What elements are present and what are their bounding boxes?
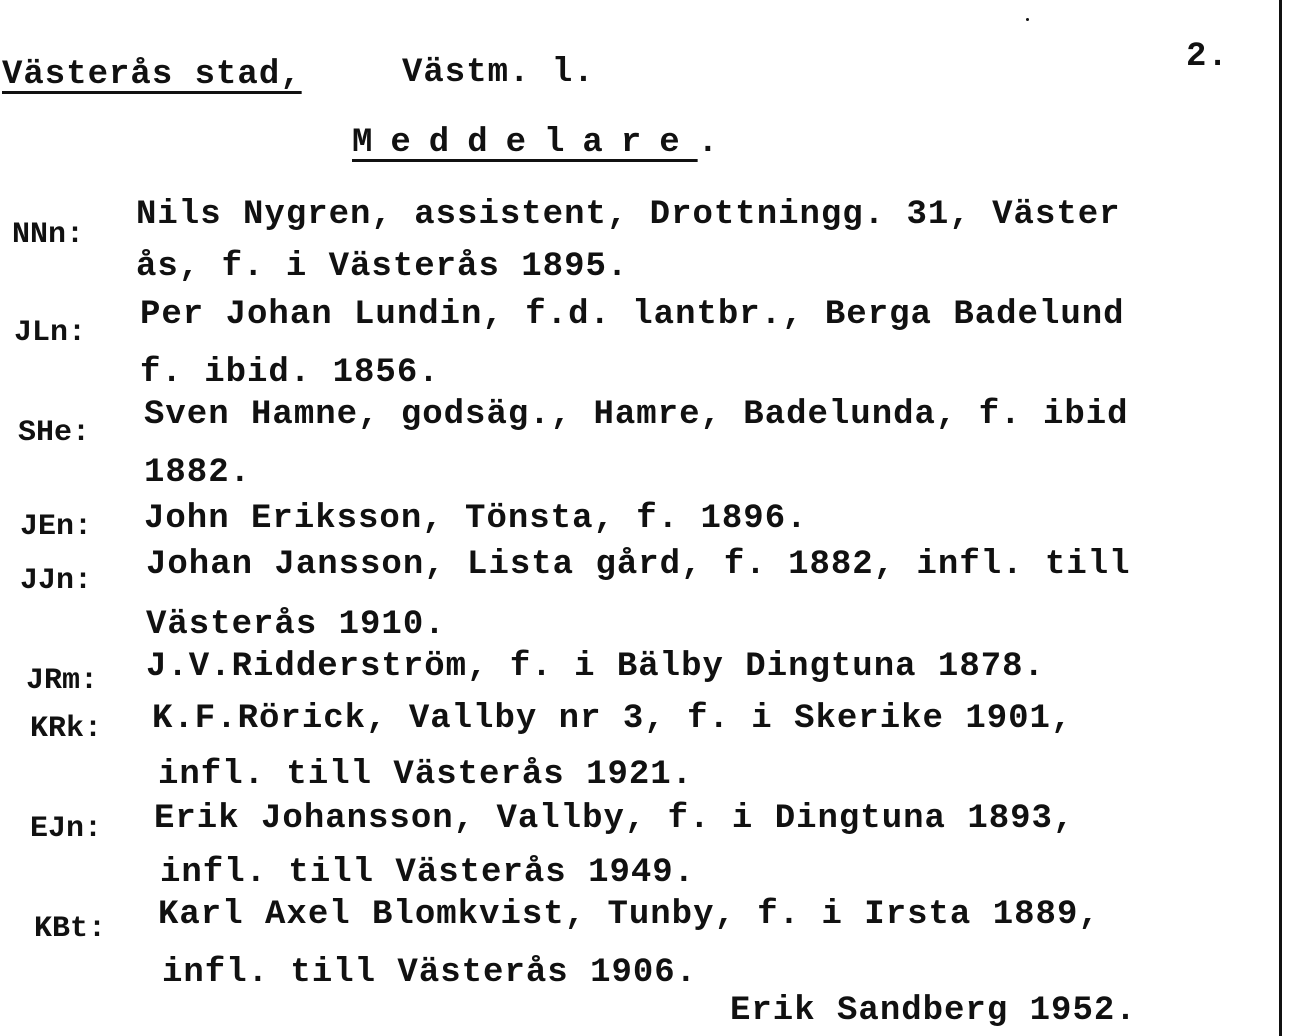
entry-code: JRm: xyxy=(26,664,99,698)
speck xyxy=(1026,18,1029,21)
entry-line: Sven Hamne, godsäg., Hamre, Badelunda, f. ibid xyxy=(144,396,1129,434)
entry-code: JJn: xyxy=(20,564,93,598)
entry-code: JLn: xyxy=(14,316,87,350)
entry-line: Johan Jansson, Lista gård, f. 1882, infl. till xyxy=(146,546,1131,584)
entry-line: K.F.Rörick, Vallby nr 3, f. i Skerike 1901, xyxy=(152,700,1073,738)
entry-line: infl. till Västerås 1949. xyxy=(160,854,696,892)
entry-code: NNn: xyxy=(12,218,85,252)
entry-line: 1882. xyxy=(144,454,252,492)
entry-line: Västerås 1910. xyxy=(146,606,446,644)
entry-line: Nils Nygren, assistent, Drottningg. 31, Väster xyxy=(136,196,1121,234)
entry-code: KRk: xyxy=(30,712,103,746)
signature: Erik Sandberg 1952. xyxy=(730,992,1137,1030)
entry-line: f. ibid. 1856. xyxy=(140,354,440,392)
entry-line: Karl Axel Blomkvist, Tunby, f. i Irsta 1889, xyxy=(158,896,1100,934)
entry-code: SHe: xyxy=(18,416,91,450)
county-heading: Västm. l. xyxy=(402,54,595,92)
entry-line: Erik Johansson, Vallby, f. i Dingtuna 1893, xyxy=(154,800,1075,838)
entry-line: John Eriksson, Tönsta, f. 1896. xyxy=(144,500,808,538)
right-border-line xyxy=(1279,0,1282,1036)
entry-line: J.V.Ridderström, f. i Bälby Dingtuna 1878. xyxy=(146,648,1045,686)
page-title: Meddelare xyxy=(352,124,698,162)
entry-line: ås, f. i Västerås 1895. xyxy=(136,248,629,286)
title-row xyxy=(352,126,719,160)
entry-line: infl. till Västerås 1906. xyxy=(162,954,698,992)
entry-code: KBt: xyxy=(34,912,107,946)
entry-line: infl. till Västerås 1921. xyxy=(158,756,694,794)
entry-line: Per Johan Lundin, f.d. lantbr., Berga Badelund xyxy=(140,296,1125,334)
page-number: 2. xyxy=(1186,38,1229,76)
title-period: . xyxy=(697,124,720,162)
entry-code: JEn: xyxy=(20,510,93,544)
place-heading: Västerås stad, xyxy=(2,56,302,94)
entry-code: EJn: xyxy=(30,812,103,846)
